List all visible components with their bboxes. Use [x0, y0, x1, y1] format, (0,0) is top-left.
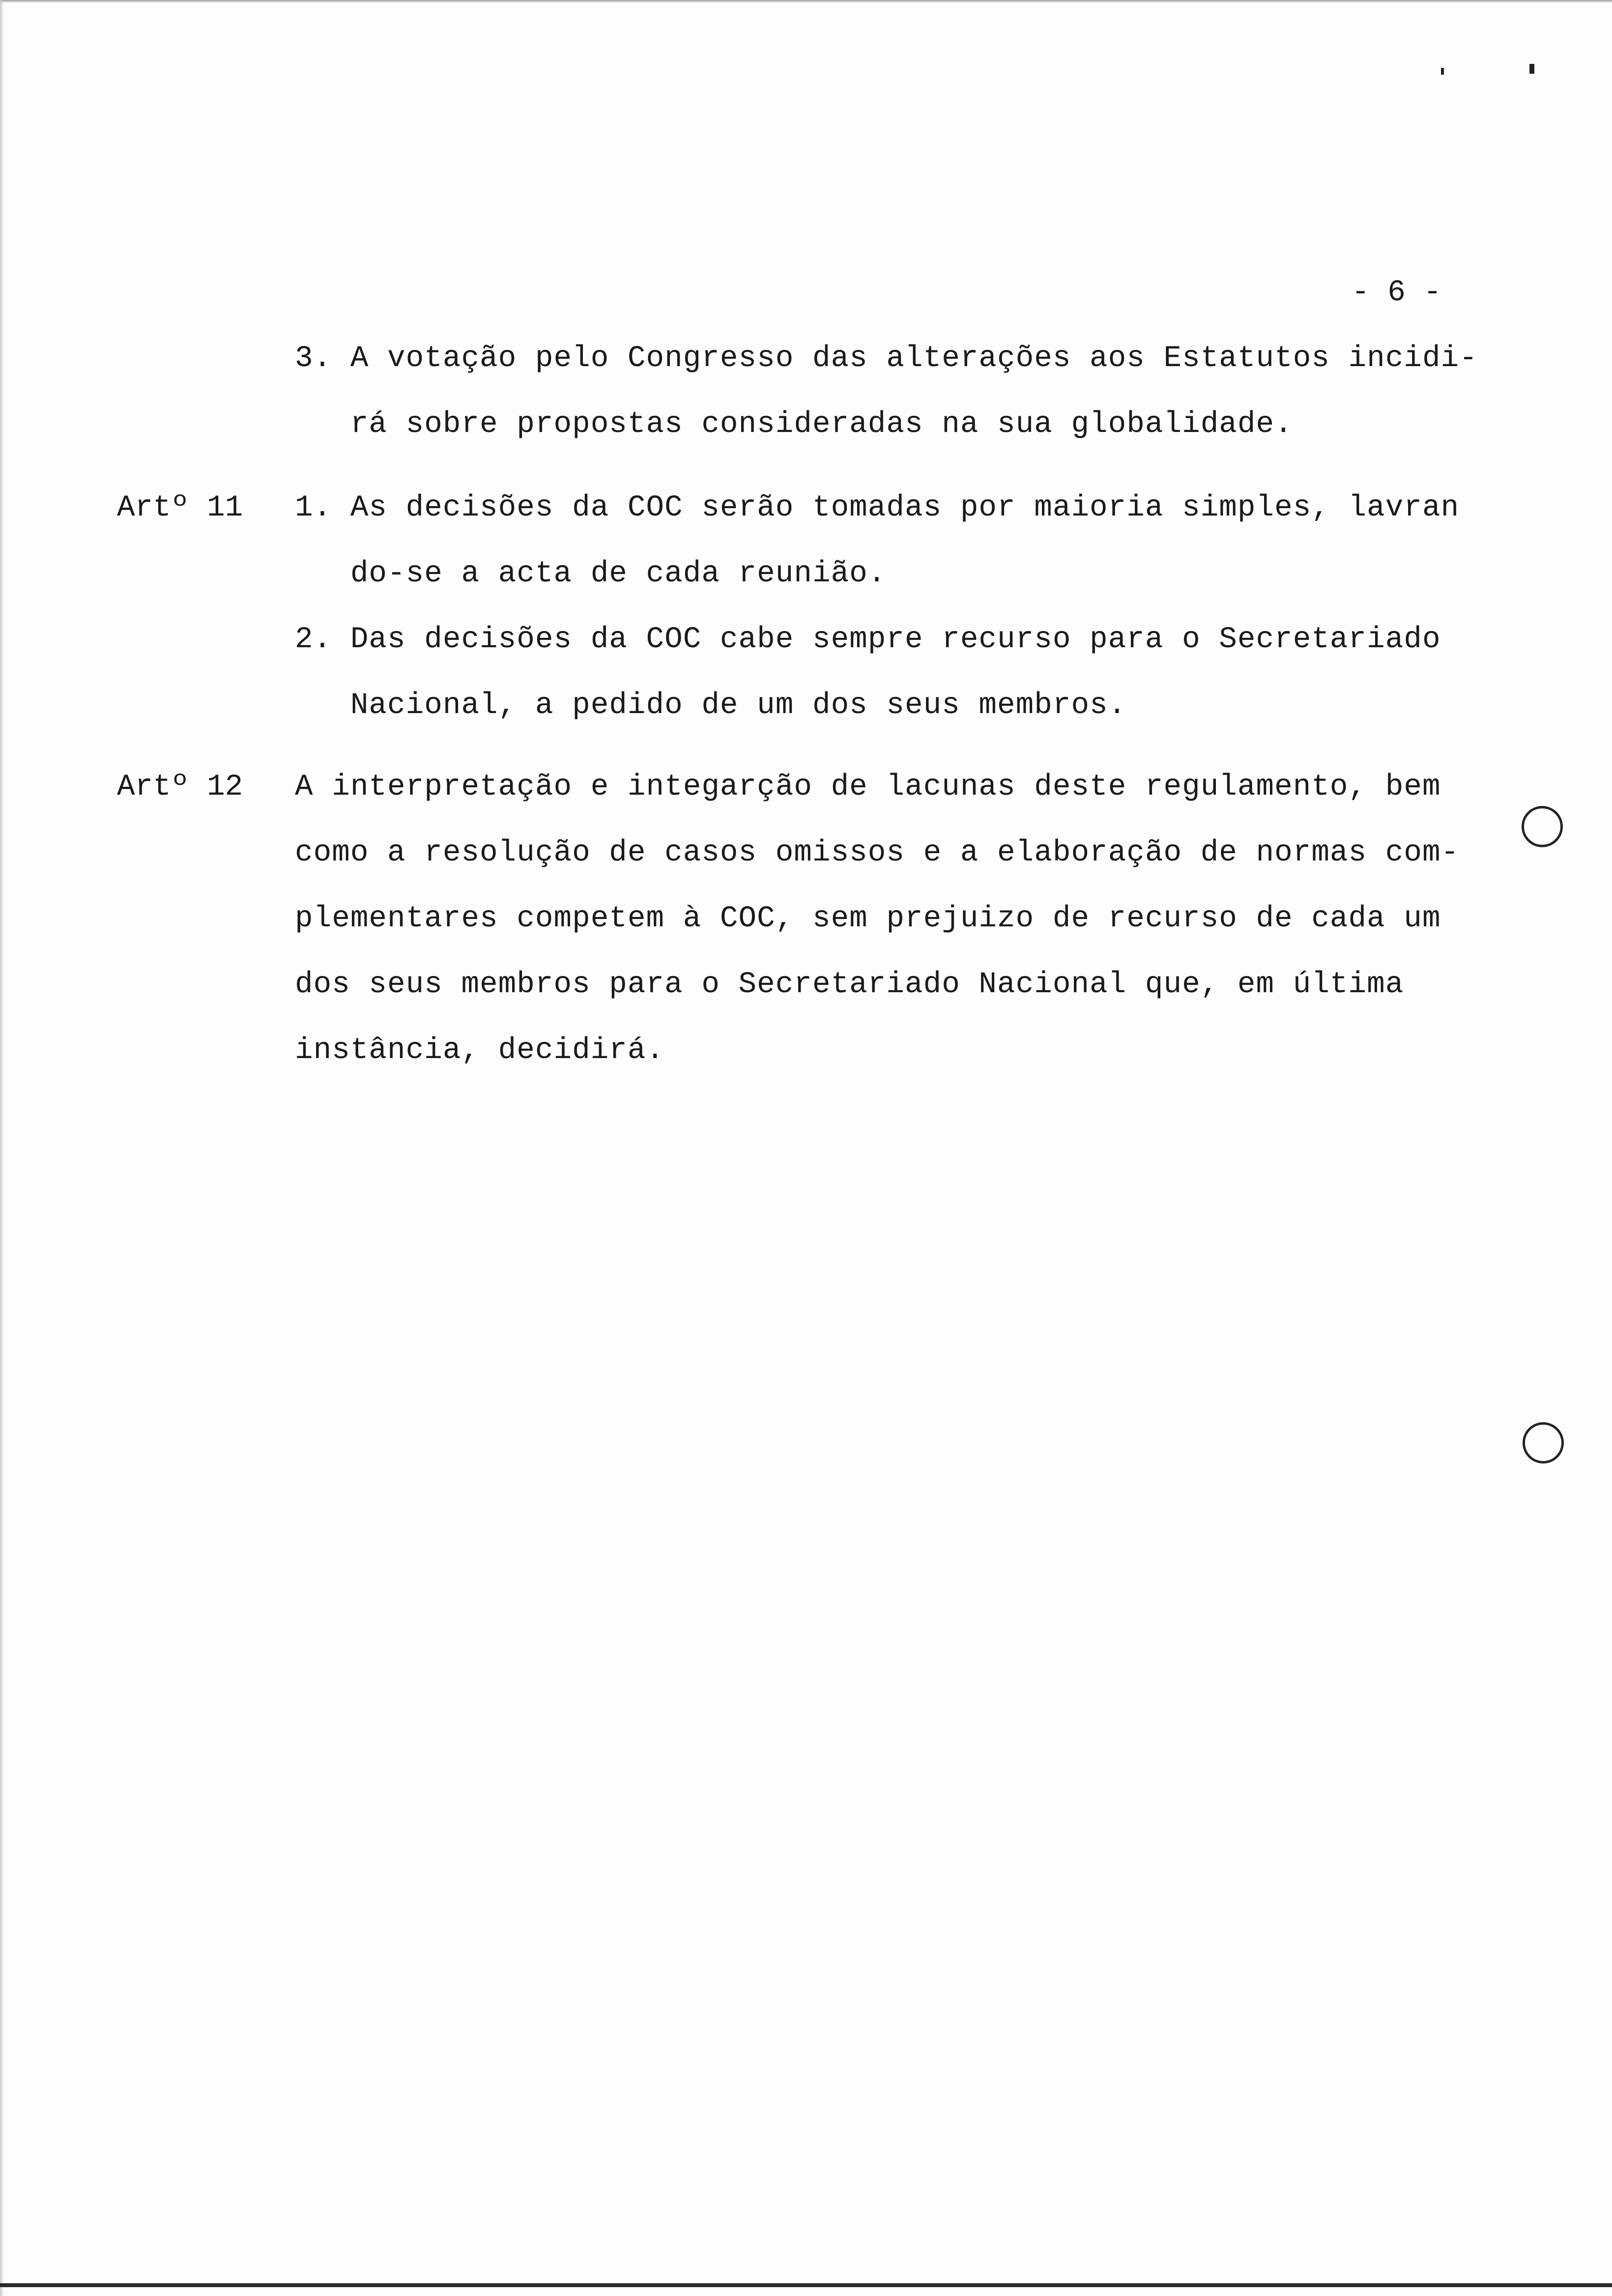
page-number: - 6 -: [1352, 276, 1442, 310]
scan-speck: [1529, 64, 1534, 74]
scan-speck: [1441, 68, 1444, 75]
text-line-3: 1. As decisões da COC serão tomadas por maioria simples, lavran: [295, 491, 1460, 525]
punch-hole-icon: [1522, 806, 1563, 847]
text-line-5: 2. Das decisões da COC cabe sempre recurso para o Secretariado: [295, 623, 1441, 657]
article-label-11: Artº 11: [117, 491, 243, 525]
text-line-8: como a resolução de casos omissos e a elaboração de normas com-: [295, 836, 1460, 870]
text-line-11: instância, decidirá.: [295, 1033, 665, 1067]
text-line-6: Nacional, a pedido de um dos seus membros.: [295, 689, 1127, 722]
text-line-4: do-se a acta de cada reunião.: [295, 557, 887, 591]
text-line-1: 3. A votação pelo Congresso das alterações aos Estatutos incidi-: [295, 342, 1478, 375]
scan-edge-top: [0, 0, 1612, 3]
text-line-2: rá sobre propostas consideradas na sua globalidade.: [295, 407, 1293, 441]
punch-hole-icon: [1523, 1422, 1564, 1464]
article-label-12: Artº 12: [117, 770, 243, 804]
text-line-10: dos seus membros para o Secretariado Nacional que, em última: [295, 968, 1404, 1002]
scan-edge-bottom: [0, 2283, 1612, 2287]
text-line-9: plementares competem à COC, sem prejuizo de recurso de cada um: [295, 902, 1441, 936]
scan-edge-left: [0, 0, 4, 2296]
text-line-7: A interpretação e integarção de lacunas deste regulamento, bem: [295, 770, 1441, 804]
